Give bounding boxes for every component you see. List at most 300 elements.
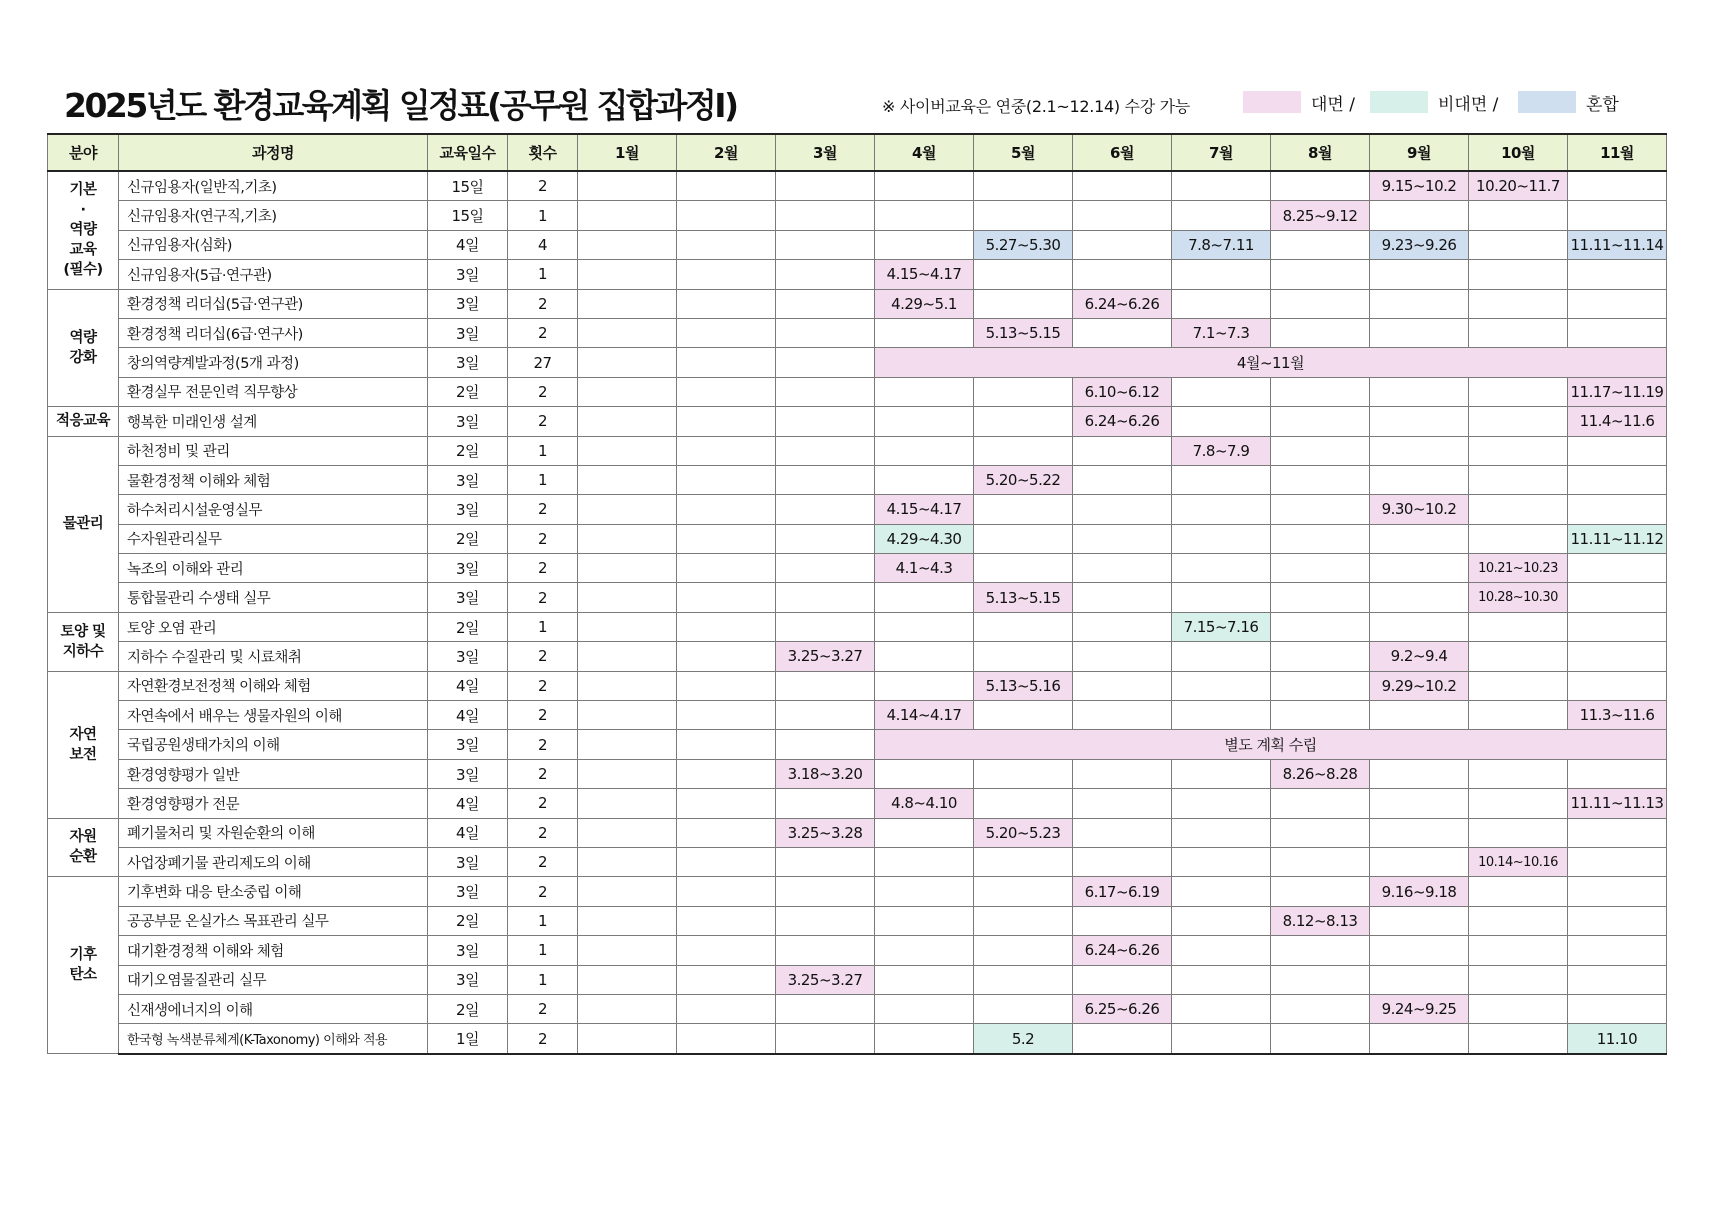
education-days: 2일: [428, 994, 508, 1023]
session-count: 1: [508, 906, 578, 935]
session-count: 1: [508, 201, 578, 230]
table-row: [48, 965, 1667, 994]
empty-month-cell: [776, 730, 875, 759]
empty-month-cell: [1469, 789, 1568, 818]
table-row: [48, 436, 1667, 465]
empty-month-cell: [1073, 701, 1172, 730]
empty-month-cell: [1172, 524, 1271, 553]
table-row: [48, 818, 1667, 847]
empty-month-cell: [1469, 524, 1568, 553]
session-count: 2: [508, 554, 578, 583]
empty-month-cell: [776, 318, 875, 347]
empty-month-cell: [1568, 318, 1667, 347]
schedule-cell: 4.15~4.17: [875, 260, 974, 289]
table-row: [48, 701, 1667, 730]
empty-month-cell: [1073, 583, 1172, 612]
schedule-cell: 4.15~4.17: [875, 495, 974, 524]
empty-month-cell: [1073, 201, 1172, 230]
empty-month-cell: [875, 671, 974, 700]
table-row: [48, 612, 1667, 641]
table-row: [48, 171, 1667, 201]
education-days: 3일: [428, 583, 508, 612]
schedule-cell: 7.15~7.16: [1172, 612, 1271, 641]
schedule-cell: 6.24~6.26: [1073, 407, 1172, 436]
empty-month-cell: [974, 260, 1073, 289]
empty-month-cell: [1469, 671, 1568, 700]
empty-month-cell: [776, 230, 875, 259]
course-name: 통합물관리 수생태 실무: [119, 583, 428, 612]
course-name: 대기오염물질관리 실무: [119, 965, 428, 994]
session-count: 1: [508, 260, 578, 289]
empty-month-cell: [1073, 465, 1172, 494]
category-cell: 자원 순환: [48, 818, 119, 877]
column-header: 3월: [776, 134, 875, 171]
session-count: 2: [508, 847, 578, 876]
table-row: [48, 583, 1667, 612]
empty-month-cell: [1469, 1024, 1568, 1054]
empty-month-cell: [578, 230, 677, 259]
empty-month-cell: [1271, 495, 1370, 524]
education-days: 3일: [428, 407, 508, 436]
course-name: 기후변화 대응 탄소중립 이해: [119, 877, 428, 906]
legend-online: [1370, 91, 1498, 113]
empty-month-cell: [677, 407, 776, 436]
category-cell: 기후 탄소: [48, 877, 119, 1054]
empty-month-cell: [776, 407, 875, 436]
empty-month-cell: [1271, 994, 1370, 1023]
empty-month-cell: [1271, 789, 1370, 818]
schedule-cell: 7.8~7.9: [1172, 436, 1271, 465]
empty-month-cell: [1172, 965, 1271, 994]
empty-month-cell: [578, 583, 677, 612]
session-count: 2: [508, 1024, 578, 1054]
empty-month-cell: [776, 524, 875, 553]
empty-month-cell: [875, 612, 974, 641]
education-days: 4일: [428, 230, 508, 259]
schedule-cell: 6.17~6.19: [1073, 877, 1172, 906]
empty-month-cell: [1568, 818, 1667, 847]
schedule-cell: 9.16~9.18: [1370, 877, 1469, 906]
empty-month-cell: [776, 701, 875, 730]
table-row: [48, 465, 1667, 494]
empty-month-cell: [1271, 524, 1370, 553]
empty-month-cell: [1172, 671, 1271, 700]
column-header: 11월: [1568, 134, 1667, 171]
empty-month-cell: [776, 554, 875, 583]
empty-month-cell: [974, 436, 1073, 465]
empty-month-cell: [578, 877, 677, 906]
empty-month-cell: [1469, 642, 1568, 671]
empty-month-cell: [875, 201, 974, 230]
schedule-cell: 5.13~5.15: [974, 583, 1073, 612]
schedule-cell: 10.21~10.23: [1469, 554, 1568, 583]
empty-month-cell: [578, 465, 677, 494]
empty-month-cell: [1073, 818, 1172, 847]
empty-month-cell: [677, 936, 776, 965]
schedule-cell: 11.11~11.14: [1568, 230, 1667, 259]
empty-month-cell: [578, 524, 677, 553]
empty-month-cell: [578, 612, 677, 641]
course-name: 폐기물처리 및 자원순환의 이해: [119, 818, 428, 847]
course-name: 물환경정책 이해와 체험: [119, 465, 428, 494]
column-header: 8월: [1271, 134, 1370, 171]
header-row: [48, 134, 1667, 171]
empty-month-cell: [1370, 1024, 1469, 1054]
schedule-cell: 9.2~9.4: [1370, 642, 1469, 671]
empty-month-cell: [974, 965, 1073, 994]
table-row: [48, 318, 1667, 347]
empty-month-cell: [578, 847, 677, 876]
session-count: 2: [508, 994, 578, 1023]
empty-month-cell: [974, 524, 1073, 553]
column-header: 10월: [1469, 134, 1568, 171]
empty-month-cell: [578, 436, 677, 465]
empty-month-cell: [1469, 465, 1568, 494]
education-days: 3일: [428, 730, 508, 759]
session-count: 1: [508, 965, 578, 994]
empty-month-cell: [875, 583, 974, 612]
empty-month-cell: [1469, 965, 1568, 994]
empty-month-cell: [974, 759, 1073, 788]
empty-month-cell: [1568, 465, 1667, 494]
education-days: 3일: [428, 348, 508, 377]
empty-month-cell: [1469, 936, 1568, 965]
empty-month-cell: [1172, 407, 1271, 436]
course-name: 환경영향평가 전문: [119, 789, 428, 818]
empty-month-cell: [1469, 906, 1568, 935]
empty-month-cell: [1271, 877, 1370, 906]
empty-month-cell: [677, 436, 776, 465]
education-days: 3일: [428, 965, 508, 994]
empty-month-cell: [1568, 877, 1667, 906]
empty-month-cell: [677, 671, 776, 700]
empty-month-cell: [677, 965, 776, 994]
empty-month-cell: [1172, 936, 1271, 965]
empty-month-cell: [677, 906, 776, 935]
empty-month-cell: [776, 847, 875, 876]
course-name: 신규임용자(심화): [119, 230, 428, 259]
empty-month-cell: [1073, 612, 1172, 641]
empty-month-cell: [776, 348, 875, 377]
empty-month-cell: [1271, 642, 1370, 671]
empty-month-cell: [1469, 201, 1568, 230]
course-name: 하천정비 및 관리: [119, 436, 428, 465]
education-days: 3일: [428, 495, 508, 524]
empty-month-cell: [776, 201, 875, 230]
education-days: 3일: [428, 289, 508, 318]
empty-month-cell: [578, 407, 677, 436]
empty-month-cell: [578, 318, 677, 347]
schedule-cell: 9.30~10.2: [1370, 495, 1469, 524]
course-name: 국립공원생태가치의 이해: [119, 730, 428, 759]
education-days: 1일: [428, 1024, 508, 1054]
schedule-cell: 4.29~5.1: [875, 289, 974, 318]
empty-month-cell: [1370, 965, 1469, 994]
table-row: [48, 1024, 1667, 1054]
education-days: 3일: [428, 465, 508, 494]
empty-month-cell: [578, 1024, 677, 1054]
empty-month-cell: [1568, 642, 1667, 671]
empty-month-cell: [677, 554, 776, 583]
empty-month-cell: [1568, 495, 1667, 524]
empty-month-cell: [875, 877, 974, 906]
empty-month-cell: [875, 171, 974, 201]
empty-month-cell: [578, 171, 677, 201]
empty-month-cell: [974, 642, 1073, 671]
column-header: 분야: [48, 134, 119, 171]
empty-month-cell: [1073, 260, 1172, 289]
education-days: 3일: [428, 877, 508, 906]
empty-month-cell: [1271, 936, 1370, 965]
course-name: 대기환경정책 이해와 체험: [119, 936, 428, 965]
empty-month-cell: [1172, 818, 1271, 847]
schedule-cell: 8.12~8.13: [1271, 906, 1370, 935]
schedule-cell: 4.8~4.10: [875, 789, 974, 818]
empty-month-cell: [875, 847, 974, 876]
education-days: 2일: [428, 436, 508, 465]
education-days: 2일: [428, 524, 508, 553]
empty-month-cell: [1172, 260, 1271, 289]
empty-month-cell: [578, 554, 677, 583]
empty-month-cell: [776, 495, 875, 524]
empty-month-cell: [1568, 612, 1667, 641]
empty-month-cell: [974, 877, 1073, 906]
empty-month-cell: [677, 171, 776, 201]
education-days: 3일: [428, 554, 508, 583]
empty-month-cell: [1073, 642, 1172, 671]
table-row: [48, 994, 1667, 1023]
empty-month-cell: [974, 701, 1073, 730]
education-days: 15일: [428, 171, 508, 201]
empty-month-cell: [1469, 495, 1568, 524]
empty-month-cell: [1568, 289, 1667, 318]
column-header: 7월: [1172, 134, 1271, 171]
schedule-cell: 3.18~3.20: [776, 759, 875, 788]
empty-month-cell: [677, 701, 776, 730]
education-days: 4일: [428, 701, 508, 730]
empty-month-cell: [974, 847, 1073, 876]
empty-month-cell: [1172, 201, 1271, 230]
table-row: [48, 495, 1667, 524]
empty-month-cell: [1271, 230, 1370, 259]
empty-month-cell: [578, 348, 677, 377]
empty-month-cell: [1370, 377, 1469, 406]
empty-month-cell: [1370, 524, 1469, 553]
education-days: 3일: [428, 759, 508, 788]
course-name: 사업장폐기물 관리제도의 이해: [119, 847, 428, 876]
empty-month-cell: [1370, 936, 1469, 965]
empty-month-cell: [1568, 201, 1667, 230]
empty-month-cell: [677, 612, 776, 641]
schedule-cell: 4월~11월: [875, 348, 1667, 377]
empty-month-cell: [677, 730, 776, 759]
table-row: [48, 847, 1667, 876]
schedule-cell: 8.25~9.12: [1271, 201, 1370, 230]
empty-month-cell: [578, 759, 677, 788]
empty-month-cell: [1469, 436, 1568, 465]
session-count: 4: [508, 230, 578, 259]
empty-month-cell: [1073, 436, 1172, 465]
table-row: [48, 906, 1667, 935]
education-days: 2일: [428, 377, 508, 406]
empty-month-cell: [1370, 818, 1469, 847]
empty-month-cell: [578, 642, 677, 671]
schedule-cell: 6.24~6.26: [1073, 936, 1172, 965]
empty-month-cell: [1568, 583, 1667, 612]
empty-month-cell: [677, 524, 776, 553]
education-days: 3일: [428, 936, 508, 965]
empty-month-cell: [974, 171, 1073, 201]
course-name: 환경실무 전문인력 직무향상: [119, 377, 428, 406]
empty-month-cell: [776, 671, 875, 700]
session-count: 2: [508, 789, 578, 818]
empty-month-cell: [875, 230, 974, 259]
empty-month-cell: [1370, 906, 1469, 935]
column-header: 1월: [578, 134, 677, 171]
empty-month-cell: [1271, 612, 1370, 641]
empty-month-cell: [1370, 554, 1469, 583]
empty-month-cell: [1172, 906, 1271, 935]
schedule-cell: 5.2: [974, 1024, 1073, 1054]
empty-month-cell: [974, 612, 1073, 641]
empty-month-cell: [1568, 671, 1667, 700]
table-row: [48, 642, 1667, 671]
session-count: 2: [508, 318, 578, 347]
empty-month-cell: [875, 318, 974, 347]
schedule-cell: 8.26~8.28: [1271, 759, 1370, 788]
empty-month-cell: [974, 377, 1073, 406]
course-name: 신규임용자(연구직,기초): [119, 201, 428, 230]
session-count: 1: [508, 436, 578, 465]
category-cell: 자연 보전: [48, 671, 119, 818]
empty-month-cell: [677, 289, 776, 318]
empty-month-cell: [776, 289, 875, 318]
empty-month-cell: [1469, 612, 1568, 641]
session-count: 2: [508, 877, 578, 906]
course-name: 행복한 미래인생 설계: [119, 407, 428, 436]
empty-month-cell: [1370, 407, 1469, 436]
schedule-cell: 11.3~11.6: [1568, 701, 1667, 730]
empty-month-cell: [1271, 671, 1370, 700]
empty-month-cell: [1073, 171, 1172, 201]
education-days: 4일: [428, 671, 508, 700]
empty-month-cell: [974, 495, 1073, 524]
empty-month-cell: [1370, 289, 1469, 318]
session-count: 2: [508, 407, 578, 436]
session-count: 1: [508, 465, 578, 494]
empty-month-cell: [875, 818, 974, 847]
empty-month-cell: [1370, 759, 1469, 788]
education-days: 3일: [428, 318, 508, 347]
empty-month-cell: [1370, 847, 1469, 876]
empty-month-cell: [1469, 230, 1568, 259]
empty-month-cell: [974, 554, 1073, 583]
empty-month-cell: [1469, 318, 1568, 347]
schedule-cell: 11.10: [1568, 1024, 1667, 1054]
empty-month-cell: [776, 877, 875, 906]
empty-month-cell: [1568, 436, 1667, 465]
empty-month-cell: [578, 495, 677, 524]
empty-month-cell: [1172, 847, 1271, 876]
empty-month-cell: [1073, 847, 1172, 876]
schedule-cell: 10.14~10.16: [1469, 847, 1568, 876]
empty-month-cell: [1271, 554, 1370, 583]
empty-month-cell: [1370, 201, 1469, 230]
empty-month-cell: [1370, 260, 1469, 289]
empty-month-cell: [776, 436, 875, 465]
course-name: 신규임용자(5급·연구관): [119, 260, 428, 289]
education-days: 3일: [428, 642, 508, 671]
education-days: 4일: [428, 818, 508, 847]
session-count: 27: [508, 348, 578, 377]
empty-month-cell: [1370, 465, 1469, 494]
empty-month-cell: [974, 407, 1073, 436]
empty-month-cell: [1370, 318, 1469, 347]
schedule-cell: 7.1~7.3: [1172, 318, 1271, 347]
education-days: 3일: [428, 847, 508, 876]
empty-month-cell: [1172, 642, 1271, 671]
education-days: 2일: [428, 906, 508, 935]
empty-month-cell: [974, 289, 1073, 318]
empty-month-cell: [677, 465, 776, 494]
education-days: 4일: [428, 789, 508, 818]
empty-month-cell: [1073, 495, 1172, 524]
empty-month-cell: [1370, 701, 1469, 730]
empty-month-cell: [677, 818, 776, 847]
session-count: 2: [508, 524, 578, 553]
empty-month-cell: [677, 789, 776, 818]
empty-month-cell: [776, 171, 875, 201]
empty-month-cell: [578, 789, 677, 818]
schedule-cell: 5.20~5.22: [974, 465, 1073, 494]
empty-month-cell: [677, 877, 776, 906]
session-count: 2: [508, 730, 578, 759]
empty-month-cell: [1271, 436, 1370, 465]
education-days: 3일: [428, 260, 508, 289]
empty-month-cell: [776, 906, 875, 935]
empty-month-cell: [1073, 230, 1172, 259]
course-name: 환경정책 리더십(6급·연구사): [119, 318, 428, 347]
category-cell: 토양 및 지하수: [48, 612, 119, 671]
empty-month-cell: [1370, 583, 1469, 612]
empty-month-cell: [1370, 789, 1469, 818]
empty-month-cell: [875, 965, 974, 994]
schedule-cell: 11.4~11.6: [1568, 407, 1667, 436]
session-count: 2: [508, 377, 578, 406]
empty-month-cell: [677, 348, 776, 377]
empty-month-cell: [1469, 377, 1568, 406]
empty-month-cell: [1073, 524, 1172, 553]
empty-month-cell: [875, 906, 974, 935]
empty-month-cell: [578, 260, 677, 289]
empty-month-cell: [776, 465, 875, 494]
empty-month-cell: [1370, 436, 1469, 465]
course-name: 수자원관리실무: [119, 524, 428, 553]
course-name: 자연속에서 배우는 생물자원의 이해: [119, 701, 428, 730]
table-row: [48, 407, 1667, 436]
empty-month-cell: [776, 583, 875, 612]
empty-month-cell: [578, 994, 677, 1023]
schedule-cell: 3.25~3.28: [776, 818, 875, 847]
empty-month-cell: [776, 936, 875, 965]
empty-month-cell: [1568, 171, 1667, 201]
schedule-cell: 5.20~5.23: [974, 818, 1073, 847]
table-row: [48, 730, 1667, 759]
empty-month-cell: [578, 701, 677, 730]
empty-month-cell: [1568, 554, 1667, 583]
empty-month-cell: [1172, 789, 1271, 818]
schedule-cell: 6.10~6.12: [1073, 377, 1172, 406]
